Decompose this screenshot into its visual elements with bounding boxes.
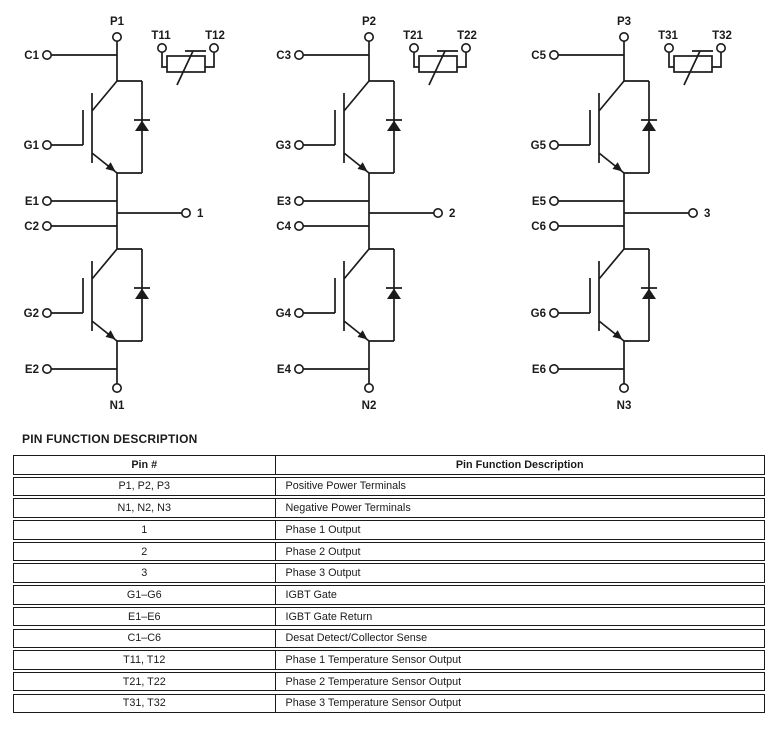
pin-number-cell: 3 [14,564,276,582]
collector-sense-label: C1 [24,50,39,62]
pin-description-column-header: Pin Function Description [455,458,584,471]
emitter-terminal-label: E3 [276,196,291,208]
pin-description-cell: Desat Detect/Collector Sense [285,632,428,645]
emitter-terminal-label: E2 [24,364,39,376]
pin-number-cell: C1–C6 [14,630,276,648]
phase-leg-3 [531,16,732,412]
pin-table-title: PIN FUNCTION DESCRIPTION [22,432,198,446]
pin-description-cell: Phase 1 Output [285,523,361,536]
gate-terminal-label: G1 [23,140,39,152]
pin-table-row [13,694,765,714]
gate-terminal-label: G6 [530,308,546,320]
pin-table-row [13,607,765,627]
pin-description-cell: Phase 2 Output [285,545,361,558]
pin-description-cell: IGBT Gate Return [285,610,373,623]
pin-table-row [13,650,765,670]
temp-sensor-terminal-label: T12 [205,30,225,42]
pin-description-cell: Phase 2 Temperature Sensor Output [285,675,462,688]
pin-number-column-header: Pin # [14,456,276,474]
pin-number-cell: G1–G6 [14,586,276,604]
phase-leg-2 [276,16,477,412]
pin-number-cell: T31, T32 [14,695,276,713]
gate-terminal-label: G5 [530,140,546,152]
emitter-terminal-label: E6 [531,364,546,376]
temp-sensor-terminal-label: T31 [658,30,678,42]
pin-description-cell: Negative Power Terminals [285,502,411,515]
collector-sense-label: C5 [531,50,546,62]
half-bridge-circuit-symbol [295,33,470,392]
half-bridge-circuit-symbol [43,33,218,392]
emitter-terminal-label: E5 [531,196,546,208]
pin-description-cell: IGBT Gate [285,588,337,601]
pin-number-cell: P1, P2, P3 [14,478,276,496]
pin-description-cell: Phase 3 Output [285,567,361,580]
temp-sensor-terminal-label: T22 [457,30,477,42]
pin-table-row [13,498,765,518]
temp-sensor-terminal-label: T32 [712,30,732,42]
pin-number-cell: N1, N2, N3 [14,499,276,517]
negative-terminal-label: N2 [361,400,377,412]
negative-terminal-label: N1 [109,400,125,412]
temp-sensor-terminal-label: T21 [403,30,423,42]
phase-leg-1 [24,16,225,412]
pin-number-cell: E1–E6 [14,608,276,626]
temp-sensor-terminal-label: T11 [151,30,171,42]
phase-output-label: 2 [449,208,456,220]
negative-terminal-label: N3 [616,400,632,412]
pin-description-cell: Positive Power Terminals [285,480,406,493]
pin-table-row [13,629,765,649]
phase-output-label: 1 [197,208,204,220]
pin-table-row [13,563,765,583]
positive-terminal-label: P2 [361,16,377,28]
pin-number-cell: T21, T22 [14,673,276,691]
collector-sense-label: C2 [24,221,39,233]
pin-table-row [13,542,765,562]
half-bridge-circuit-symbol [550,33,725,392]
gate-terminal-label: G2 [23,308,39,320]
pin-table-header-row [13,455,765,475]
gate-terminal-label: G3 [275,140,291,152]
pin-description-cell: Phase 1 Temperature Sensor Output [285,653,462,666]
collector-sense-label: C3 [276,50,291,62]
pin-table-row [13,672,765,692]
emitter-terminal-label: E1 [24,196,39,208]
pin-number-cell: T11, T12 [14,651,276,669]
pin-description-cell: Phase 3 Temperature Sensor Output [285,697,462,710]
gate-terminal-label: G4 [275,308,291,320]
positive-terminal-label: P3 [616,16,632,28]
phase-output-label: 3 [704,208,711,220]
pin-number-cell: 1 [14,521,276,539]
pin-table-row [13,520,765,540]
collector-sense-label: C4 [276,221,291,233]
positive-terminal-label: P1 [109,16,125,28]
pin-number-cell: 2 [14,543,276,561]
emitter-terminal-label: E4 [276,364,291,376]
collector-sense-label: C6 [531,221,546,233]
pin-table-row [13,477,765,497]
pin-table-row [13,585,765,605]
pin-function-table [13,455,765,715]
